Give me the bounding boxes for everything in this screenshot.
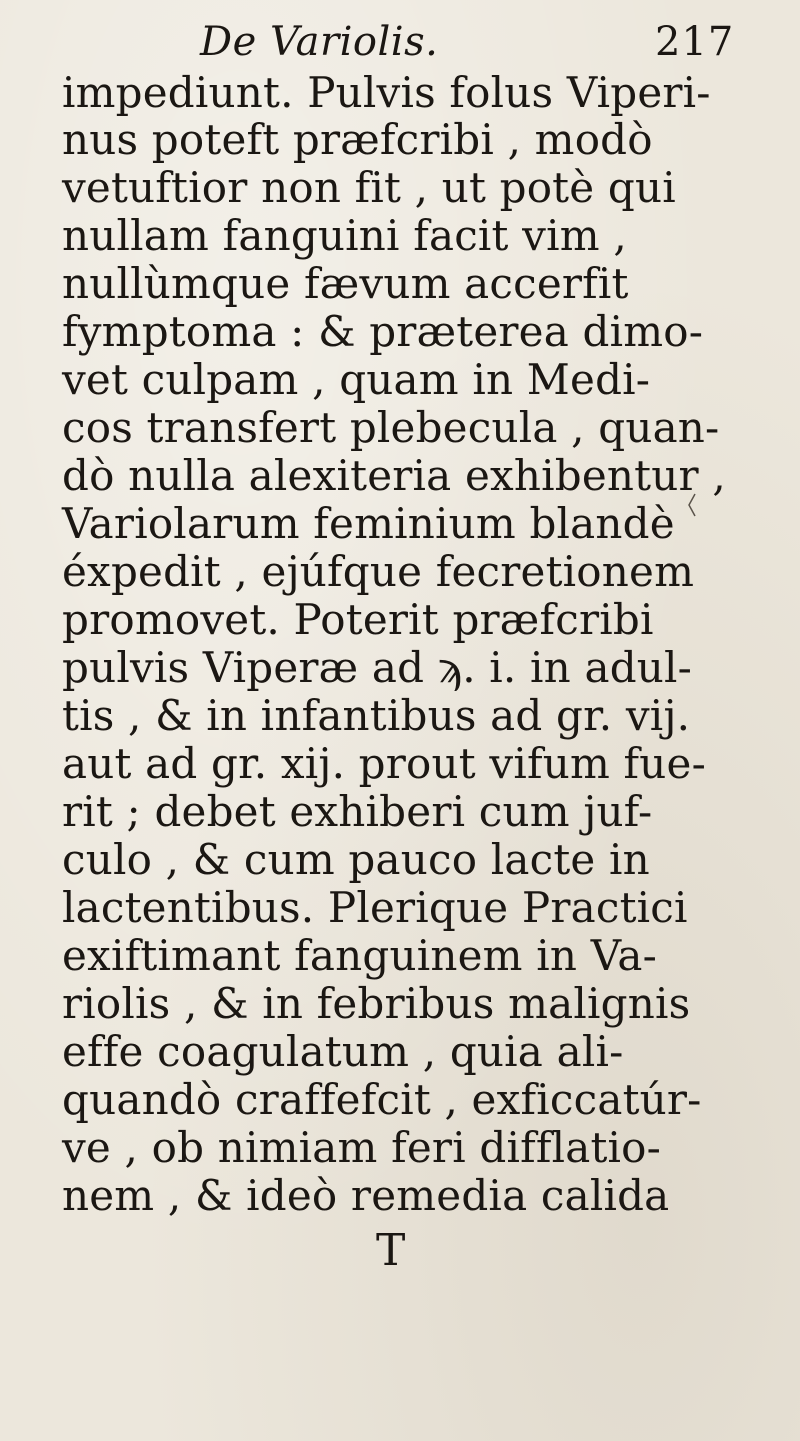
- text-line: riolis , & in febribus malignis: [62, 979, 691, 1028]
- text-line: exiftimant fanguinem in Va-: [62, 931, 657, 980]
- signature-mark: T: [376, 1225, 406, 1276]
- text-line: éxpedit , ejúfque fecretionem: [62, 547, 695, 596]
- text-line: promovet. Poterit præfcribi: [62, 595, 654, 644]
- text-line: nem , & ideò remedia calida: [62, 1171, 670, 1220]
- text-line: vetuftior non fit , ut potè qui: [62, 163, 676, 212]
- page-header: [200, 19, 735, 65]
- text-line: nullùmque fævum accerfit: [62, 259, 629, 308]
- text-line: nus poteft præfcribi , modò: [62, 115, 653, 164]
- text-line: pulvis Viperæ ad ϡ. i. in adul-: [62, 643, 693, 692]
- text-line: tis , & in infantibus ad gr. vij.: [62, 691, 691, 740]
- text-line: impediunt. Pulvis folus Viperi-: [62, 68, 711, 117]
- text-line: ve , ob nimiam feri difflatio-: [62, 1123, 662, 1172]
- text-line: cos transfert plebecula , quan-: [62, 403, 720, 452]
- text-line: fymptoma : & præterea dimo-: [62, 307, 704, 356]
- text-line: culo , & cum pauco lacte in: [62, 835, 650, 884]
- text-line: rit ; debet exhiberi cum juf-: [62, 787, 653, 836]
- text-line: Variolarum feminium blandè: [62, 499, 675, 548]
- text-line: lactentibus. Plerique Practici: [62, 883, 688, 932]
- text-line: aut ad gr. xij. prout vifum fue-: [62, 739, 706, 788]
- page-number: 217: [655, 19, 735, 65]
- text-line: quandò craffefcit , exficcatúr-: [62, 1075, 702, 1124]
- margin-bracket-icon: [683, 492, 701, 518]
- running-title: De Variolis.: [200, 19, 439, 65]
- text-line: dò nulla alexiteria exhibentur ,: [62, 451, 726, 500]
- text-line: vet culpam , quam in Medi-: [62, 355, 651, 404]
- text-line: nullam fanguini facit vim ,: [62, 211, 627, 260]
- text-line: effe coagulatum , quia ali-: [62, 1027, 624, 1076]
